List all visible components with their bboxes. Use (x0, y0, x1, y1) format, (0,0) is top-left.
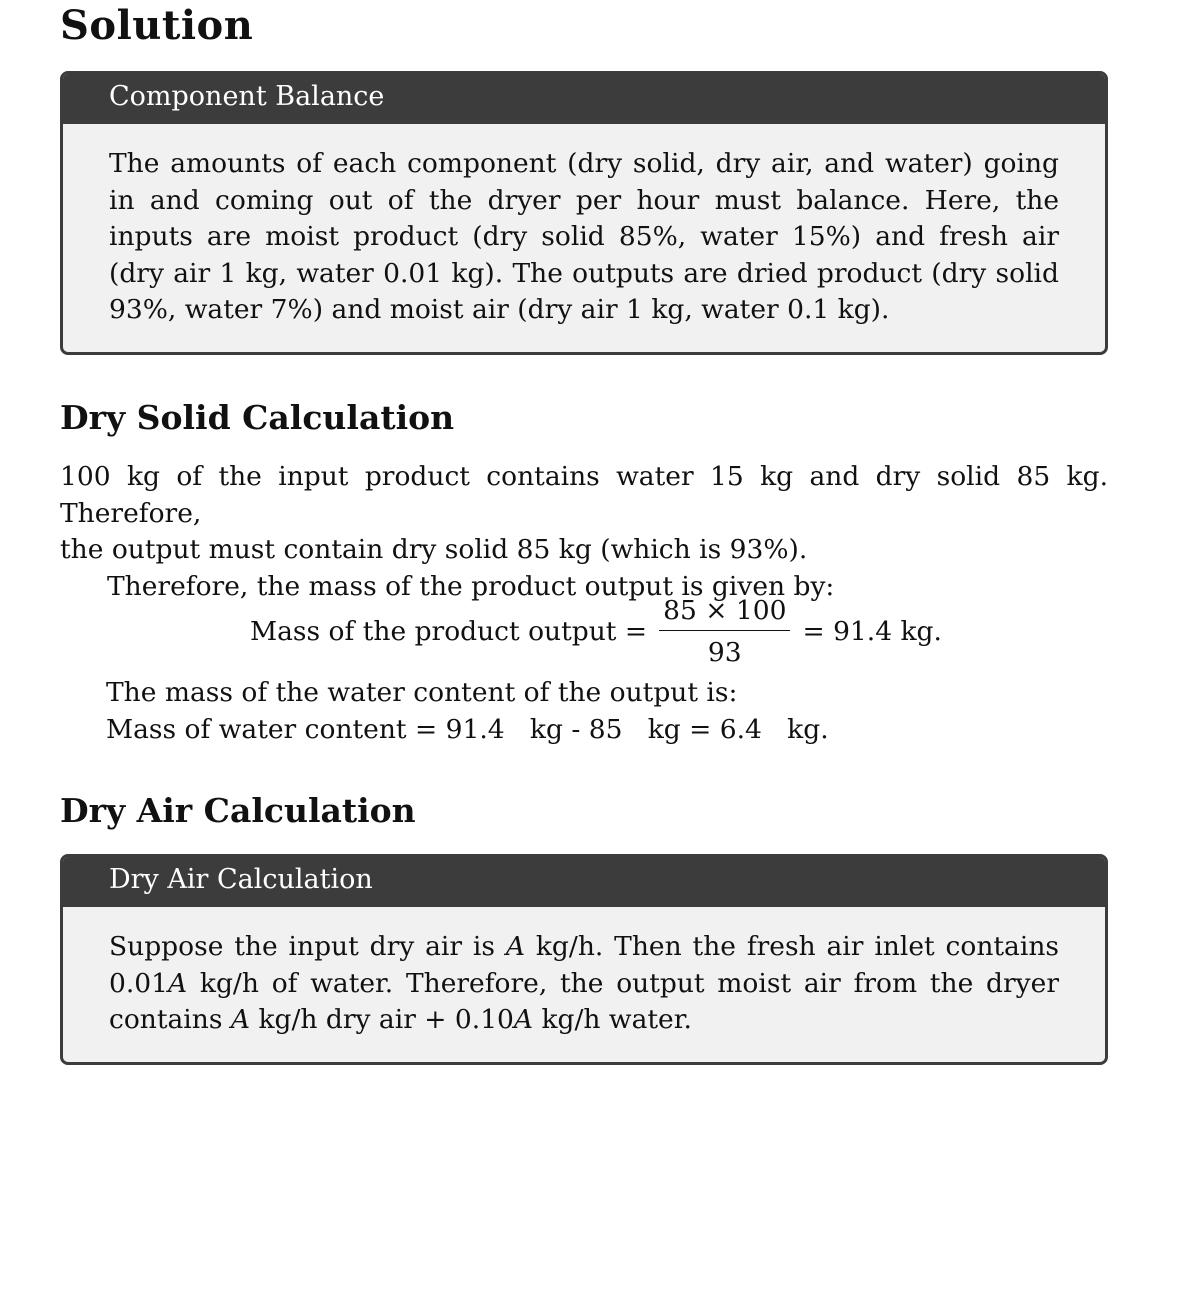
variable-a: A (505, 931, 525, 962)
paragraph-line: 100 kg of the input product contains water 15 kg and dry solid 85 kg. Therefore, (60, 461, 1108, 529)
box-header: Component Balance (63, 74, 1105, 124)
body-text: Suppose the input dry air is (109, 931, 506, 962)
product-output-equation (250, 591, 942, 671)
variable-a: A (513, 1004, 534, 1035)
body-text: kg/h water. (533, 1004, 692, 1035)
box-header: Dry Air Calculation (63, 857, 1105, 907)
box-body (63, 907, 1105, 1039)
dry-air-calculation-box (60, 854, 1108, 1065)
paragraph-line: the output must contain dry solid 85 kg (which is 93%). (60, 534, 808, 565)
body-text: kg/h dry air + 0.10 (250, 1004, 514, 1035)
box-body: The amounts of each component (dry solid, dry air, and water) going in and coming out of the dryer per hour must balance. Here, the inputs are moist product (dry solid 85%, water 15%) and fresh air (dry air 1 kg, water 0.01 kg). The outputs are dried product (dry solid 93%, water 7%) and moist air (dry air 1 kg, water 0.1 kg). (109, 148, 1059, 325)
fraction-numerator: 85 × 100 (659, 595, 790, 631)
paragraph-line: Therefore, the mass of the product output is given by: (107, 570, 835, 602)
component-balance-box (60, 71, 1108, 355)
equation-lhs: Mass of the product output = (250, 615, 648, 647)
paragraph-line: The mass of the water content of the output is: (106, 677, 738, 708)
section-heading-dry-solid: Dry Solid Calculation (60, 398, 455, 437)
water-content-equation: Mass of water content = 91.4 kg - 85 kg = 6.4 kg. (106, 713, 829, 745)
equation-fraction (659, 595, 790, 668)
variable-a: A (168, 967, 188, 999)
water-content-paragraph (106, 675, 1106, 748)
page-title: Solution (60, 2, 254, 49)
fraction-denominator: 93 (707, 636, 742, 668)
body-text: kg/h. Then the fresh air inlet contains 0.01 (109, 931, 1059, 999)
equation-rhs: = 91.4 kg. (802, 615, 942, 647)
variable-a: A (230, 1004, 251, 1035)
dry-solid-paragraph (60, 459, 1108, 605)
section-heading-dry-air: Dry Air Calculation (60, 791, 416, 830)
body-text: kg/h of water. Therefore, the output moist air from the dryer contains (109, 967, 1059, 1035)
